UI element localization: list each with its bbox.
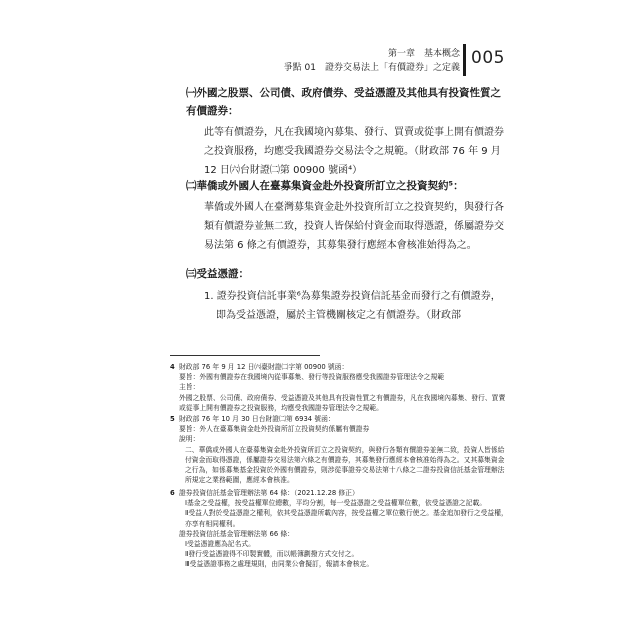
item-3-heading: ㈢受益憑證：	[186, 268, 249, 280]
footnote-number: 4	[170, 363, 175, 371]
footnote-line: 要旨：外人在臺募集資金赴外投資所訂立投資契約係屬有價證券	[179, 425, 370, 434]
page-number-bar	[463, 44, 466, 76]
footnote-line: Ⅱ發行受益憑證得不印製實體，而以帳簿劃撥方式交付之。	[185, 550, 359, 559]
item-2	[186, 177, 506, 255]
page-number: 005	[471, 48, 505, 68]
footnote-line: Ⅰ基金之受益權，按受益權單位總數，平均分割，每一受益憑證之受益權單位數，依受益憑證之記載。	[185, 499, 487, 508]
item-1-body: 此等有價證券，凡在我國境內募集、發行、買賣或從事上開有價證券之投資服務，均應受我國證券交易法令之規範。（財政部 76 年 9 月 12 日㈥台財證㈡第 00900 號函⁴）	[204, 127, 504, 176]
footnote-line: 證券投資信託基金管理辦法第 66 條：	[179, 529, 294, 538]
footnote-separator	[170, 355, 320, 356]
footnote-line: Ⅲ受益憑證事務之處理規則，由同業公會擬訂，報請本會核定。	[185, 560, 374, 569]
chapter-title: 第一章 基本概念	[387, 49, 460, 59]
footnote-line: 證券投資信託基金管理辦法第 64 條：（2021.12.28 修正）	[179, 489, 359, 497]
footnote-line: 說明：	[179, 435, 200, 444]
footnote-line: Ⅱ受益人對於受益憑證之權利，依其受益憑證所載內容，按受益權之單位數行使之。基金追加發行之受益權，亦享有相同權利。	[185, 509, 508, 528]
footnote-line: 外國之股票、公司債、政府債券、受益憑證及其他具有投資性質之有價證券，凡在我國境內募集、發行、買賣或從事上開有價證券之投資服務，均應受我國證券管理法令之規範。	[179, 393, 506, 412]
footnote-line: 財政部 76 年 9 月 12 日㈥臺財證㈡字第 00900 號函：	[179, 363, 349, 371]
item-2-heading: ㈡華僑或外國人在臺募集資金赴外投資所訂立之投資契約⁵：	[186, 180, 464, 192]
item-1-heading: ㈠外國之股票、公司債、政府債券、受益憑證及其他具有投資性質之有價證券：	[186, 87, 501, 117]
item-1	[186, 84, 506, 180]
footnote-6	[170, 488, 510, 570]
footnote-number: 5	[170, 415, 175, 423]
footnote-line: 二、華僑或外國人在臺募集資金赴外投資所訂立之投資契約，與發行各類有價證券並無二致，投資人皆係給付資金而取得憑證，係屬證券交易法第六條之有價證券，其募集發行應經本會核准始得為之。又其募集資金之行為，如係募集基金投資於外國有價證券，則涉從事證券交易法第十八條之二證券投資信託基金管理辦法所規定之業務範圍，應經本會核准。	[185, 445, 505, 485]
footnote-5	[170, 414, 510, 485]
footnote-line: 要旨：外國有價證券在我國境內從事募集、發行等投資服務應受我國證券管理法令之規範	[179, 373, 445, 382]
item-3	[186, 265, 506, 325]
item-3-sub-1: 1. 證券投資信託事業⁶為募集證券投資信託基金而發行之有價證券，即為受益憑證，屬於主管機關核定之有價證券。（財政部	[204, 291, 501, 321]
footnote-line: Ⅰ受益憑證應為記名式。	[185, 540, 255, 549]
item-2-body: 華僑或外國人在臺灣募集資金赴外投資所訂立之投資契約，與發行各類有價證券並無二致，投資人皆保給付資金而取得憑證，係屬證券交易法第 6 條之有價證券，其募集發行應經本會核准始得為之。	[204, 202, 504, 251]
footnote-line: 主旨：	[179, 383, 200, 392]
footnote-4	[170, 362, 510, 413]
footnote-line: 財政部 76 年 10 月 30 日台財證㈡第 6934 號函：	[179, 415, 335, 423]
section-title: 爭點 01 證券交易法上「有價證券」之定義	[283, 63, 460, 73]
footnote-number: 6	[170, 489, 175, 497]
